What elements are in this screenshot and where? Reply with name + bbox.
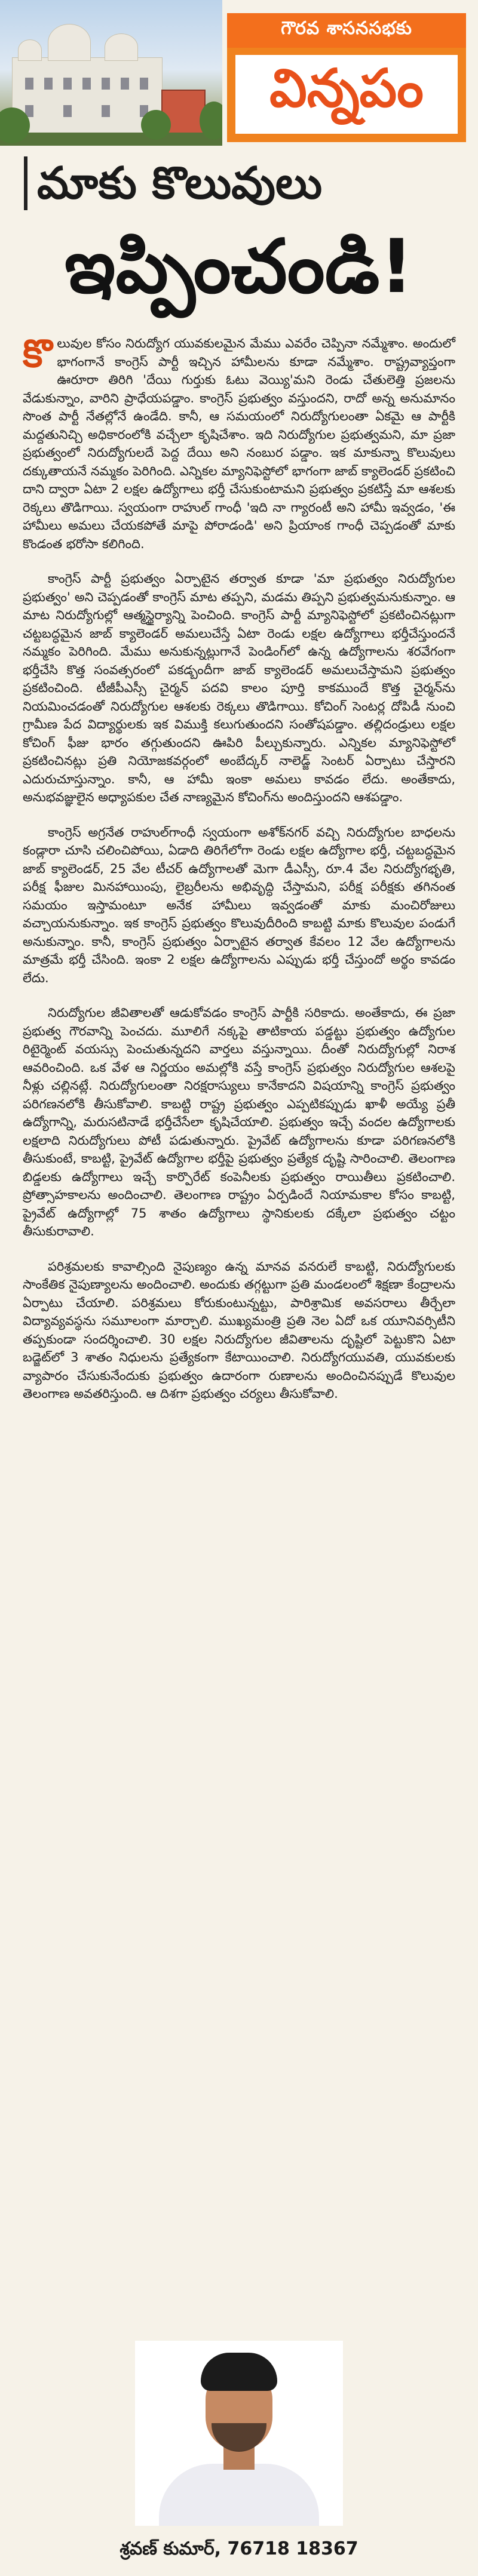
drop-cap: కొ [23, 332, 53, 376]
article-paragraph: కాంగ్రెస్ పార్టీ ప్రభుత్వం ఏర్పాటైన తర్వాత కూడా 'మా ప్రభుత్వం నిరుద్యోగుల ప్రభుత్వం' అని చెప్పడంతో కాంగ్రెస్ మాట తప్పని, మడమ తిప్పని ప్రభుత్వమనుకున్నాం. ఆ మాట నిరుద్యోగుల్లో ఆత్మస్థైర్యాన్ని పెంచింది. కాంగ్రెస్ పార్టీ మ్యానిఫెస్టోలో ప్రకటించినట్లుగా చట్టబద్ధమైన జాబ్ క్యాలెండర్ అమలుచేస్తే ఏటా రెండు లక్షల ఉద్యోగాలు భర్తీచేస్తుందనే నమ్మకం పెరిగింది. మేము అనుకున్నట్లుగానే పెండింగ్‌లో ఉన్న ఉద్యోగాలను శరవేగంగా భర్తీచేసి కొత్త సంవత్సరంలో పకడ్బందీగా జాబ్ క్యాలెండర్ అమలుచేస్తామని ప్రభుత్వం ప్రకటించింది. టీజీపీఎస్సీ చైర్మన్ పదవి కాలం పూర్తి కాకముందే కొత్త చైర్మన్‌ను నియమించడంతో నిరుద్యోగుల ఆశలకు రెక్కలు తొడిగాయి. కోచింగ్ సెంటర్ల దోపిడీ నుంచి గ్రామీణ పేద విద్యార్థులకు ఇక విముక్తి కలుగుతుందని సంతోషపడ్డాం. తల్లిదండ్రులు లక్షల కోచింగ్ ఫీజు భారం తగ్గుతుందని ఊపిరి పీల్చుకున్నారు. ఎన్నికల మ్యానిఫెస్టోలో ప్రకటించినట్లు ప్రతి నియోజకవర్గంలో అంబేద్కర్ నాలెడ్జ్ సెంటర్ ఏర్పాటు చేస్తారని ఎదురుచూస్తున్నాం. కానీ, ఆ హామీ ఇంకా అమలు కావడం లేదు. అంతేకాదు, అనుభవజ్ఞులైన అధ్యాపకుల చేత నాణ్యమైన కోచింగ్‌ను అందిస్తుందని ఆశపడ్డాం. [23, 571, 455, 804]
article-paragraph: కొలువుల కోసం నిరుద్యోగ యువకులమైన మేము ఎవరేం చెప్పినా నమ్మేశాం. అందులో భాగంగానే కాంగ్రెస్ పార్టీ ఇచ్చిన హామీలను కూడా నమ్మేశాం. రాష్ట్రవ్యాప్తంగా ఊరూరా తిరిగి 'దేయి గుర్తుకు ఓటు వెయ్యి'మని రెండు చేతులెత్తి ప్రజలను వేడుకున్నాం, వారిని ప్రాధేయపడ్డాం. కాంగ్రెస్ ప్రభుత్వం వస్తుందని, రాదో అన్న అనుమానం సొంత పార్టీ నేతల్లోనే ఉండేది. కానీ, ఆ సమయంలో నిరుద్యోగులంతా ఏకమై ఆ పార్టీకి మద్దతునిచ్చి అధికారంలోకి వచ్చేలా కృషిచేశాం. ఇది నిరుద్యోగుల ప్రభుత్వమని, మా ప్రజా ప్రభుత్వంలో నిరుద్యోగులదే పెద్ద దేయి అని నంబుర పడ్డాం. ఇక మాకున్నా కొలువులు దక్కుతాయనే నమ్మకం పెరిగింది. ఎన్నికల మ్యానిఫెస్టోలో భాగంగా జాబ్ క్యాలెండర్ ప్రకటించి దాని ద్వారా ఏటా 2 లక్షల ఉద్యోగాలు భర్తీ చేసుకుంటామని ప్రభుత్వం ప్రకటిస్తే మా ఆశలకు రెక్కలు తొడిగాయి. స్వయంగా రాహుల్ గాంధీ 'ఇది నా గ్యారంటీ అని హామీ ఇవ్వడం, 'ఈ హామీలు అమలు చేయకపోతే మాపై పోరాడండి' అని ప్రియాంక గాంధీ చెప్పడంతో మాకు కొండంత భరోసా కలిగింది. [23, 332, 455, 551]
article-paragraph: కాంగ్రెస్ అగ్రనేత రాహుల్‌గాంధీ స్వయంగా అశోక్‌నగర్ వచ్చి నిరుద్యోగుల బాధలను కండ్లారా చూసి చలించిపోయి, ఏడాది తిరిగేలోగా రెండు లక్షల ఉద్యోగాల భర్తీ, చట్టబద్ధమైన జాబ్ క్యాలెండర్, 25 వేల టీచర్ ఉద్యోగాలతో మెగా డీఎస్సీ, రూ.4 వేల నిరుద్యోగభృతి, పరీక్ష ఫీజుల మినహాయింపు, లైబ్రరీలను అభివృద్ధి చేస్తామని, పరీక్ష పరీక్షకు తగినంత సమయం ఇస్తామంటూ అనేక హామీలు ఇవ్వడంతో మాకు మంచిరోజులు వచ్చాయనుకున్నాం. ఇక కాంగ్రెస్ ప్రభుత్వం కొలువుదీరింది కాబట్టి మాకు కొలువుల పండుగే అనుకున్నాం. కానీ, కాంగ్రెస్ ప్రభుత్వం ఏర్పాటైన తర్వాత కేవలం 12 వేల ఉద్యోగాలను మాత్రమే భర్తీ చేసింది. ఇంకా 2 లక్షల ఉద్యోగాలను ఎప్పుడు భర్తీ చేస్తుందో అర్థం కావడం లేదు. [23, 825, 455, 985]
masthead [0, 0, 478, 174]
badge-title: విన్నపం [235, 55, 458, 134]
headline-line-1: మాకు కొలువులు [24, 156, 467, 210]
author-photo [135, 2341, 343, 2526]
article-paragraph: నిరుద్యోగుల జీవితాలతో ఆడుకోవడం కాంగ్రెస్ పార్టీకి సరికాదు. అంతేకాదు, ఈ ప్రజా ప్రభుత్వ గౌరవాన్ని పెంచదు. మూలిగే నక్కపై తాటికాయ పడ్డట్టు ప్రభుత్వం ఉద్యోగుల రిటైర్మెంట్ వయస్సు పెంచుతున్నదని వార్తలు వస్తున్నాయి. దీంతో నిరుద్యోగుల్లో నిరాశ ఆవరించింది. ఒక వేళ ఆ నిర్ణయం అమల్లోకి వస్తే కాంగ్రెస్ ప్రభుత్వం నిరుద్యోగుల ఆశలపై నీళ్లు చల్లినట్లే. నిరుద్యోగులంతా నిరక్షరాస్యులు కానేకాదని విషయాన్ని కాంగ్రెస్ ప్రభుత్వం పరిగణనలోకి తీసుకోవాలి. కాబట్టి రాష్ట్ర ప్రభుత్వం ఎప్పటికప్పుడు ఖాళీ అయ్యే ప్రతీ ఉద్యోగాన్ని, మరుసటినాడే భర్తీచేసేలా కృషిచేయాలి. ప్రభుత్వం ఇచ్చే వందల ఉద్యోగాలకు లక్షలాది నిరుద్యోగులు పోటీ పడుతున్నారు. ప్రైవేట్ ఉద్యోగాలను కూడా పరిగణనలోకి తీసుకుంటే, కాబట్టి, ప్రైవేట్ ఉద్యోగాల భర్తీపై ప్రభుత్వం ప్రత్యేక దృష్టి సారించాలి. తెలంగాణ బిడ్డలకు ఉద్యోగాలు ఇచ్చే కార్పొరేట్ కంపెనీలకు ప్రభుత్వం రాయితీలు ప్రకటించాలి. ప్రోత్సాహకాలను అందించాలి. తెలంగాణ రాష్ట్రం ఏర్పడిందే నియామకాల కోసం కాబట్టి, ప్రైవేట్ ఉద్యోగాల్లో 75 శాతం ఉద్యోగాలు స్థానికులకు దక్కేలా ప్రభుత్వం చట్టం తీసుకురావాలి. [23, 1006, 455, 1238]
author-signature: శ్రవణ్ కుమార్, 76718 18367 [120, 2538, 358, 2559]
headline-line-2: ఇప్పించండి! [65, 224, 413, 310]
assembly-building-photo [0, 0, 222, 146]
vinnapam-badge [227, 13, 466, 142]
article-paragraph: పరిశ్రమలకు కావాల్సింది నైపుణ్యం ఉన్న మానవ వనరులే కాబట్టి, నిరుద్యోగులకు సాంకేతిక నైపుణ్యాలను అందించాలి. అందుకు తగ్గట్టుగా ప్రతి మండలంలో శిక్షణా కేంద్రాలను ఏర్పాటు చేయాలి. పరిశ్రమలు కోరుకుంటున్నట్టు, పారిశ్రామిక అవసరాలు తీర్చేలా విద్యావ్యవస్థను సమూలంగా మార్చాలి. ముఖ్యమంత్రి ప్రతి నెల ఏదో ఒక యూనివర్సిటీని తప్పకుండా సందర్శించాలి. 30 లక్షల నిరుద్యోగుల జీవితాలను దృష్టిలో పెట్టుకొని ఏటా బడ్జెట్‌లో 3 శాతం నిధులను ప్రత్యేకంగా కేటాయించాలి. నిరుద్యోగయువతి, యువకులకు వ్యాపారం చేసుకునేందుకు ప్రభుత్వం ఉదారంగా రుణాలను అందించినప్పుడే కొలువుల తెలంగాణ అవతరిస్తుంది. ఆ దిశగా ప్రభుత్వం చర్యలు తీసుకోవాలి. [23, 1259, 455, 1401]
article-body [23, 334, 455, 1420]
badge-subtitle: గౌరవ శాసనసభకు [227, 13, 466, 48]
